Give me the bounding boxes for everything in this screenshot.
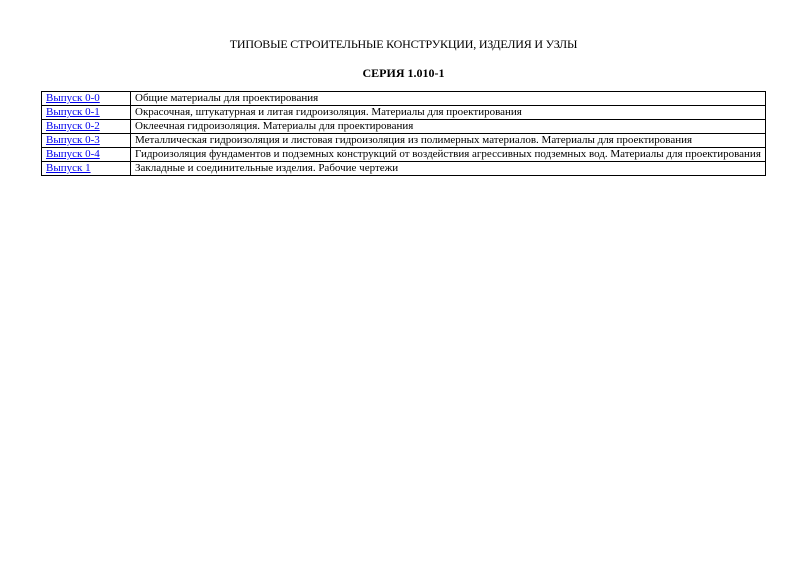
issue-link-0-2[interactable]: Выпуск 0-2: [46, 120, 100, 132]
issue-link-cell: [42, 148, 131, 162]
issue-link-0-1[interactable]: Выпуск 0-1: [46, 106, 100, 118]
issue-description: Закладные и соединительные изделия. Рабочие чертежи: [131, 162, 766, 176]
issue-link-cell: [42, 120, 131, 134]
table-row: [42, 120, 766, 134]
table-row: [42, 92, 766, 106]
issue-link-cell: [42, 92, 131, 106]
table-row: [42, 162, 766, 176]
table-row: [42, 106, 766, 120]
issue-description: Гидроизоляция фундаментов и подземных конструкций от воздействия агрессивных подземных вод. Материалы для проектирования: [131, 148, 766, 162]
series-title: СЕРИЯ 1.010-1: [362, 66, 445, 80]
issue-link-cell: [42, 162, 131, 176]
document-title: ТИПОВЫЕ СТРОИТЕЛЬНЫЕ КОНСТРУКЦИИ, ИЗДЕЛИЯ И УЗЛЫ: [229, 37, 578, 51]
issues-table: [41, 91, 766, 176]
issue-description: Окрасочная, штукатурная и литая гидроизоляция. Материалы для проектирования: [131, 106, 766, 120]
table-row: [42, 134, 766, 148]
issue-description: Металлическая гидроизоляция и листовая гидроизоляция из полимерных материалов. Материалы для проектирования: [131, 134, 766, 148]
issue-link-cell: [42, 106, 131, 120]
issue-description: Оклеечная гидроизоляция. Материалы для проектирования: [131, 120, 766, 134]
issue-link-0-4[interactable]: Выпуск 0-4: [46, 148, 100, 160]
issue-description: Общие материалы для проектирования: [131, 92, 766, 106]
table-row: [42, 148, 766, 162]
issue-link-1[interactable]: Выпуск 1: [46, 162, 91, 174]
issue-link-0-0[interactable]: Выпуск 0-0: [46, 92, 100, 104]
issue-link-0-3[interactable]: Выпуск 0-3: [46, 134, 100, 146]
issue-link-cell: [42, 134, 131, 148]
